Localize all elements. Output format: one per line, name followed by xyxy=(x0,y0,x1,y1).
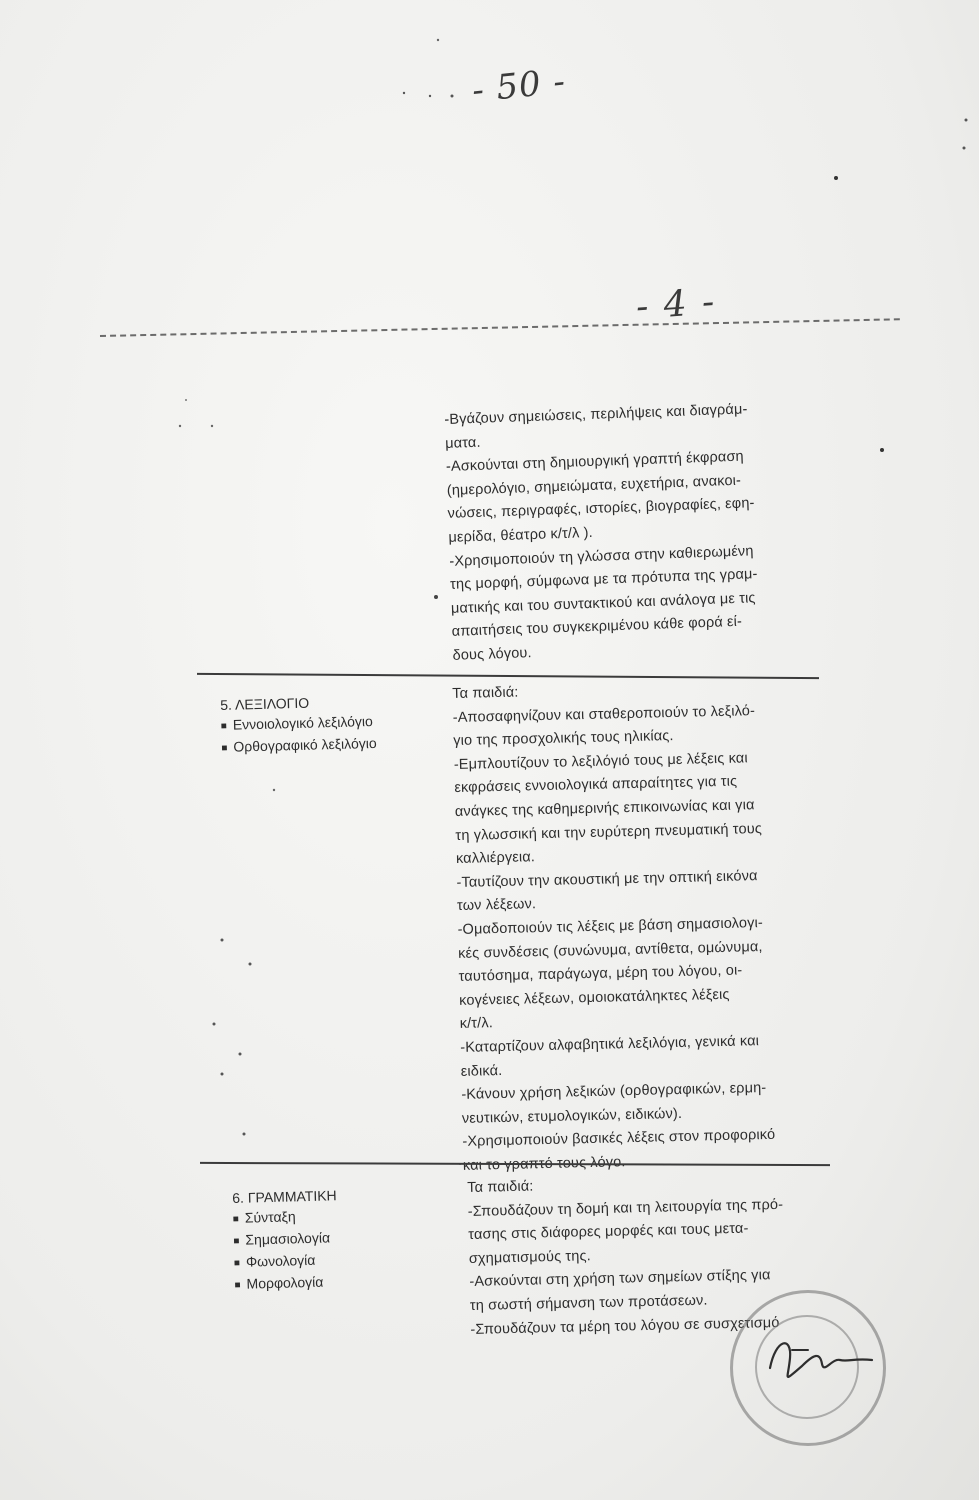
text-line: -Βγάζουν σημειώσεις, περιλήψεις και διαγράμ- xyxy=(444,401,748,428)
topic-item: ■ Φωνολογία xyxy=(233,1251,316,1270)
text-line: σχηματισμούς της. xyxy=(468,1247,591,1267)
topic-item: ■ Εννοιολογικό λεξιλόγιο xyxy=(220,713,374,733)
text-line: κ/τ/λ. xyxy=(459,1015,494,1033)
square-bullet-icon: ■ xyxy=(234,1279,241,1291)
text-line: νώσεις, περιγραφές, ιστορίες, βιογραφίες, εφη- xyxy=(447,495,755,523)
text-line: -Σπουδάζουν τη δομή και τη λειτουργία της πρό- xyxy=(467,1196,784,1220)
page-number-mid: - 4 - xyxy=(634,281,718,328)
text-line: και το γραπτό τους λόγο. xyxy=(462,1154,626,1174)
topic-item: ■ Σύνταξη xyxy=(232,1208,296,1226)
text-line: -Καταρτίζουν αλφαβητικά λεξιλόγια, γενικά και xyxy=(460,1033,760,1056)
section6-objectives xyxy=(467,1170,786,1342)
square-bullet-icon: ■ xyxy=(232,1213,240,1225)
text-line: κογένειες λέξεων, ομοιοκατάληκτες λέξεις xyxy=(459,986,730,1009)
signature xyxy=(762,1328,882,1388)
section6-heading: 6. ΓΡΑΜΜΑΤΙΚΗ xyxy=(232,1187,337,1206)
topic-item: ■ Σημασιολογία xyxy=(233,1229,331,1248)
text-line: της μορφή, σύμφωνα με τα πρότυπα της γραμ- xyxy=(449,566,758,594)
text-line: -Χρησιμοποιούν βασικές λέξεις στον προφορικό xyxy=(462,1127,776,1151)
text-line: Τα παιδιά: xyxy=(467,1178,534,1196)
text-line: τη γλωσσική και την ευρύτερη πνευματική τους xyxy=(455,820,763,844)
text-line: καλλιέργεια. xyxy=(455,849,536,868)
text-line: απαιτήσεις του συγκεκριμένου κάθε φορά εί- xyxy=(451,614,743,641)
text-line: ανάγκες της καθημερινής επικοινωνίας και για xyxy=(454,797,755,820)
text-line: -Ασκούνται στη χρήση των σημείων στίξης για xyxy=(469,1267,771,1291)
text-line: κές συνδέσεις (συνώνυμα, αντίθετα, ομώνυμα, xyxy=(457,938,763,962)
text-line: -Ομαδοποιούν τις λέξεις με βάση σημασιολογι- xyxy=(457,914,764,938)
topic-item: ■ Ορθογραφικό λεξιλόγιο xyxy=(221,734,377,755)
section5-objectives xyxy=(452,676,776,1178)
text-line: -Ταυτίζουν την ακουστική με την οπτική εικόνα xyxy=(456,867,758,891)
text-line: τασης στις διάφορες μορφές και τους μετα- xyxy=(468,1220,749,1244)
text-line: ματα. xyxy=(444,434,481,452)
section6-topics xyxy=(232,1185,339,1296)
text-line: γιο της προσχολικής τους ηλικίας. xyxy=(453,728,674,750)
text-line: ειδικά. xyxy=(460,1062,503,1080)
text-line: -Ασκούνται στη δημιουργική γραπτή έκφραση xyxy=(445,448,745,476)
text-line: νευτικών, ετυμολογικών, ειδικών). xyxy=(461,1105,683,1127)
square-bullet-icon: ■ xyxy=(233,1257,241,1269)
square-bullet-icon: ■ xyxy=(221,742,228,754)
text-line: (ημερολόγιο, σημειώματα, ευχετήρια, ανακοι- xyxy=(446,472,742,499)
square-bullet-icon: ■ xyxy=(220,720,228,732)
text-line: εκφράσεις εννοιολογικά απαραίτητες για τις xyxy=(454,773,738,797)
text-line: των λέξεων. xyxy=(456,896,537,915)
section5-topics xyxy=(220,691,377,759)
text-line: -Κάνουν χρήση λεξικών (ορθογραφικών, ερμη- xyxy=(461,1080,767,1103)
text-line: ταυτόσημα, παράγωγα, μέρη του λόγου, οι- xyxy=(458,962,743,986)
text-line: -Αποσαφηνίζουν και σταθεροποιούν το λεξιλό- xyxy=(452,702,756,726)
text-line: -Σπουδάζουν τα μέρη του λόγου σε συσχετισμό xyxy=(470,1314,780,1338)
text-line: Τα παιδιά: xyxy=(452,684,519,702)
text-line: ματικής και του συντακτικού και ανάλογα με τις xyxy=(450,589,756,617)
text-line: -Χρησιμοποιούν τη γλώσσα στην καθιερωμένη xyxy=(449,542,754,570)
text-line: τη σωστή σήμανση των προτάσεων. xyxy=(469,1292,708,1314)
square-bullet-icon: ■ xyxy=(233,1235,240,1247)
topic-item: ■ Μορφολογία xyxy=(234,1273,324,1292)
continued-text-block xyxy=(444,398,760,668)
section5-heading: 5. ΛΕΞΙΛΟΓΙΟ xyxy=(220,694,310,713)
text-line: μερίδα, θέατρο κ/τ/λ ). xyxy=(448,524,594,546)
text-line: δους λόγου. xyxy=(452,645,532,664)
text-line: -Εμπλουτίζουν το λεξιλόγιό τους με λέξεις και xyxy=(453,750,748,773)
cut-line xyxy=(100,318,900,337)
page-number-top: - 50 - xyxy=(470,61,568,111)
